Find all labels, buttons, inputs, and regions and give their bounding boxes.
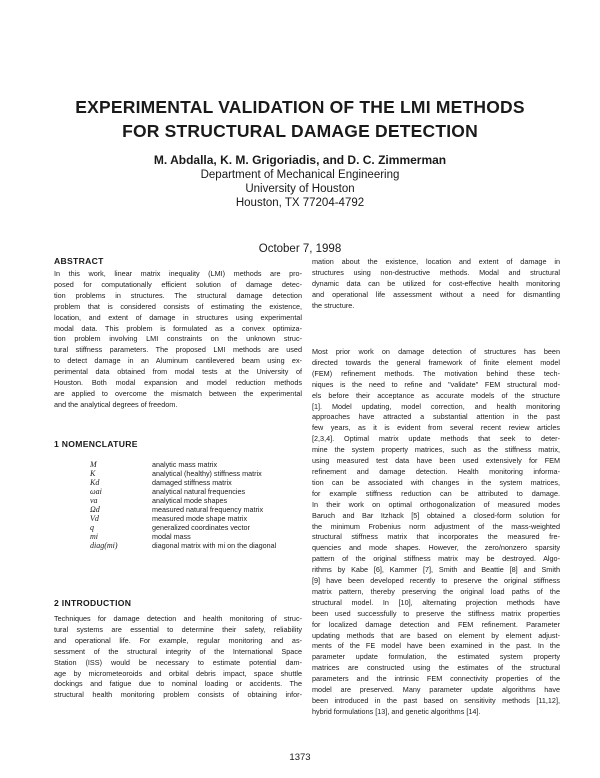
text-line: pattern of the original stiffness matrix may be destroyed. Algo- <box>312 554 560 564</box>
page-number: 1373 <box>289 752 311 763</box>
nomenclature-symbol: q <box>90 523 94 533</box>
text-line: to detect damage in an Aluminum cantilevered beam using ex- <box>54 356 302 366</box>
nomenclature-symbol: K <box>90 469 96 479</box>
nomenclature-symbol: diag(mi) <box>90 541 118 551</box>
text-line: structural health monitoring problem consists of obtaining infor- <box>54 690 302 700</box>
nomenclature-row <box>90 514 276 523</box>
text-line: sessment of the structural integrity of the International Space <box>54 646 302 656</box>
text-line: structural model. In [10], alternating projection methods have <box>312 597 560 607</box>
nomenclature-description: measured mode shape matrix <box>152 514 248 524</box>
nomenclature-row <box>90 487 276 496</box>
nomenclature-row <box>90 541 276 550</box>
text-line: mine the system property matrices, such as the stiffness matrix, <box>312 445 560 455</box>
text-line: tion can be associated with changes in the system matrices, <box>312 477 560 487</box>
right-column-paragraph-1 <box>312 257 560 312</box>
text-line: In this work, linear matrix inequality (LMI) methods are pro- <box>54 269 302 278</box>
text-line: the structure. <box>312 300 355 310</box>
abstract-body <box>54 269 302 411</box>
text-line: Baruch and Bar Itzhack [5] obtained a closed-form solution for <box>312 510 560 520</box>
text-line: tion problems in structures. The structural damage detection <box>54 290 302 300</box>
text-line: tural stiffness parameters. The proposed LMI methods are used <box>54 345 302 355</box>
nomenclature-description: analytical natural frequencies <box>152 487 246 497</box>
text-line: matrix pattern, thereby preserving the original load paths of the <box>312 586 560 596</box>
introduction-heading: 2 INTRODUCTION <box>54 598 132 608</box>
text-line: approaches have attracted a substantial attention in the past <box>312 412 560 422</box>
text-line: Station (ISS) would be necessary to estimate potential dam- <box>54 657 302 667</box>
nomenclature-description: analytical mode shapes <box>152 496 228 506</box>
text-line: In their work on optimal orthogonalization of measured modes <box>312 499 560 509</box>
text-line: Houston. Both modal expansion and model reduction methods <box>54 378 302 388</box>
text-line: niques is the need to refine and "validate" FEM structural mod- <box>312 379 560 389</box>
text-line: and operational life. For example, regular monitoring and as- <box>54 635 302 645</box>
nomenclature-row <box>90 460 276 469</box>
nomenclature-description: analytical (healthy) stiffness matrix <box>152 469 262 479</box>
nomenclature-row <box>90 478 276 487</box>
text-line: hybrid formulations [13], and genetic algorithms [14]. <box>312 706 481 716</box>
nomenclature-symbol: Ωd <box>90 505 100 515</box>
paper-title <box>40 95 560 143</box>
title-line-2: FOR STRUCTURAL DAMAGE DETECTION <box>122 121 478 141</box>
nomenclature-symbol: Kd <box>90 478 100 488</box>
text-line: ments of the FE model have been examined in the past. In the <box>312 641 560 651</box>
text-line: dynamic data can be utilized for cost-effective health monitoring <box>312 278 560 288</box>
text-line: for example stiffness reduction can be attributed to damage. <box>312 488 560 498</box>
nomenclature-symbol: Vd <box>90 514 99 524</box>
introduction-body <box>54 614 302 701</box>
text-line: modal data. This problem is formulated as a convex optimiza- <box>54 323 302 333</box>
nomenclature-row <box>90 523 276 532</box>
nomenclature-row <box>90 496 276 505</box>
text-line: directed towards the general framework of finite element model <box>312 357 560 367</box>
text-line: structural stiffness matrix that incorporates the measured fre- <box>312 532 560 542</box>
nomenclature-row <box>90 532 276 541</box>
nomenclature-table <box>90 460 276 550</box>
text-line: the minimum Frobenius norm adjustment of the mass-weighted <box>312 521 560 531</box>
title-line-1: EXPERIMENTAL VALIDATION OF THE LMI METHODS <box>75 97 525 117</box>
nomenclature-description: measured natural frequency matrix <box>152 505 264 515</box>
text-line: parameter update formulation, the estimated system property <box>312 652 560 662</box>
text-line: few years, as it is evident from several recent review articles <box>312 423 560 433</box>
abstract-heading: ABSTRACT <box>54 256 104 266</box>
text-line: and operational life assessment without a need for dismantling <box>312 289 560 299</box>
nomenclature-symbol: mi <box>90 532 98 542</box>
nomenclature-row <box>90 469 276 478</box>
text-line: updating methods that are based on element by element adjust- <box>312 630 560 640</box>
affiliation-university: University of Houston <box>245 183 355 195</box>
text-line: refinement and damage detection. Health monitoring informa- <box>312 466 560 476</box>
nomenclature-description: modal mass <box>152 532 191 542</box>
text-line: tion problem involving LMI constraints on the unknown struc- <box>54 334 302 344</box>
text-line: [1]. Model updating, model correction, and health monitoring <box>312 401 560 411</box>
text-line: mation about the existence, location and extent of damage in <box>312 257 560 266</box>
text-line: posed for computationally efficient solution of damage detec- <box>54 279 302 289</box>
text-line: matrices are constructed using the estimates of the structural <box>312 663 560 673</box>
text-line: using measured test data have been used extensively for FEM <box>312 456 560 466</box>
nomenclature-row <box>90 505 276 514</box>
paper-date: October 7, 1998 <box>258 243 342 255</box>
text-line: parameters and the intrinsic FEM connectivity properties of the <box>312 674 560 684</box>
text-line: and the analytical degrees of freedom. <box>54 399 178 409</box>
text-line: are applied to overcome the mismatch between the experimental <box>54 388 302 398</box>
nomenclature-description: diagonal matrix with mi on the diagonal <box>152 541 277 551</box>
nomenclature-symbol: va <box>90 496 98 506</box>
text-line: [9] have been developed recently to preserve the original stiffness <box>312 576 560 586</box>
text-line: quencies and mode shapes. However, the zero/nonzero sparsity <box>312 543 560 553</box>
text-line: rithms by Kabe [6], Kammer [7], Smith and Beattie [8] and Smith <box>312 565 560 575</box>
text-line: perimental data obtained from modal tests at the University of <box>54 367 302 377</box>
text-line: age by micrometeoroids and orbital debris impact, space shuttle <box>54 668 302 678</box>
text-line: [2,3,4]. Optimal matrix update methods that seek to deter- <box>312 434 560 444</box>
text-line: Most prior work on damage detection of structures has been <box>312 347 560 356</box>
text-line: problem that is considered consists of estimating the existence, <box>54 301 302 311</box>
text-line: (FEM) refinement methods. The motivation behind these tech- <box>312 368 560 378</box>
right-column-paragraph-2 <box>312 347 560 718</box>
nomenclature-description: damaged stiffness matrix <box>152 478 232 488</box>
text-line: been introduced in the past based on sensitivity methods [11,12], <box>312 696 560 705</box>
text-line: been used successfully to preserve the stiffness matrix properties <box>312 608 560 618</box>
authors: M. Abdalla, K. M. Grigoriadis, and D. C. Zimmerman <box>153 153 447 167</box>
nomenclature-heading: 1 NOMENCLATURE <box>54 439 138 449</box>
nomenclature-description: generalized coordinates vector <box>152 523 250 533</box>
text-line: model are preserved. Many parameter update algorithms have <box>312 685 560 695</box>
affiliation-address: Houston, TX 77204-4792 <box>235 197 365 209</box>
nomenclature-description: analytic mass matrix <box>152 460 218 469</box>
text-line: tural systems are essential to determine their safety, reliability <box>54 624 302 634</box>
nomenclature-symbol: M <box>90 460 97 469</box>
affiliation <box>40 168 560 210</box>
affiliation-department: Department of Mechanical Engineering <box>200 169 400 181</box>
text-line: dockings and fatigue due to nominal loading or accidents. The <box>54 679 302 689</box>
text-line: for localized damage detection and FEM refinement. Parameter <box>312 619 560 629</box>
text-line: location, and extent of damage in structures using experimental <box>54 312 302 322</box>
text-line: Techniques for damage detection and health monitoring of struc- <box>54 614 302 623</box>
nomenclature-symbol: ωai <box>90 487 102 497</box>
text-line: els before their acceptance as accurate models of the structure <box>312 390 560 400</box>
text-line: structures using non-destructive methods. Modal and structural <box>312 267 560 277</box>
